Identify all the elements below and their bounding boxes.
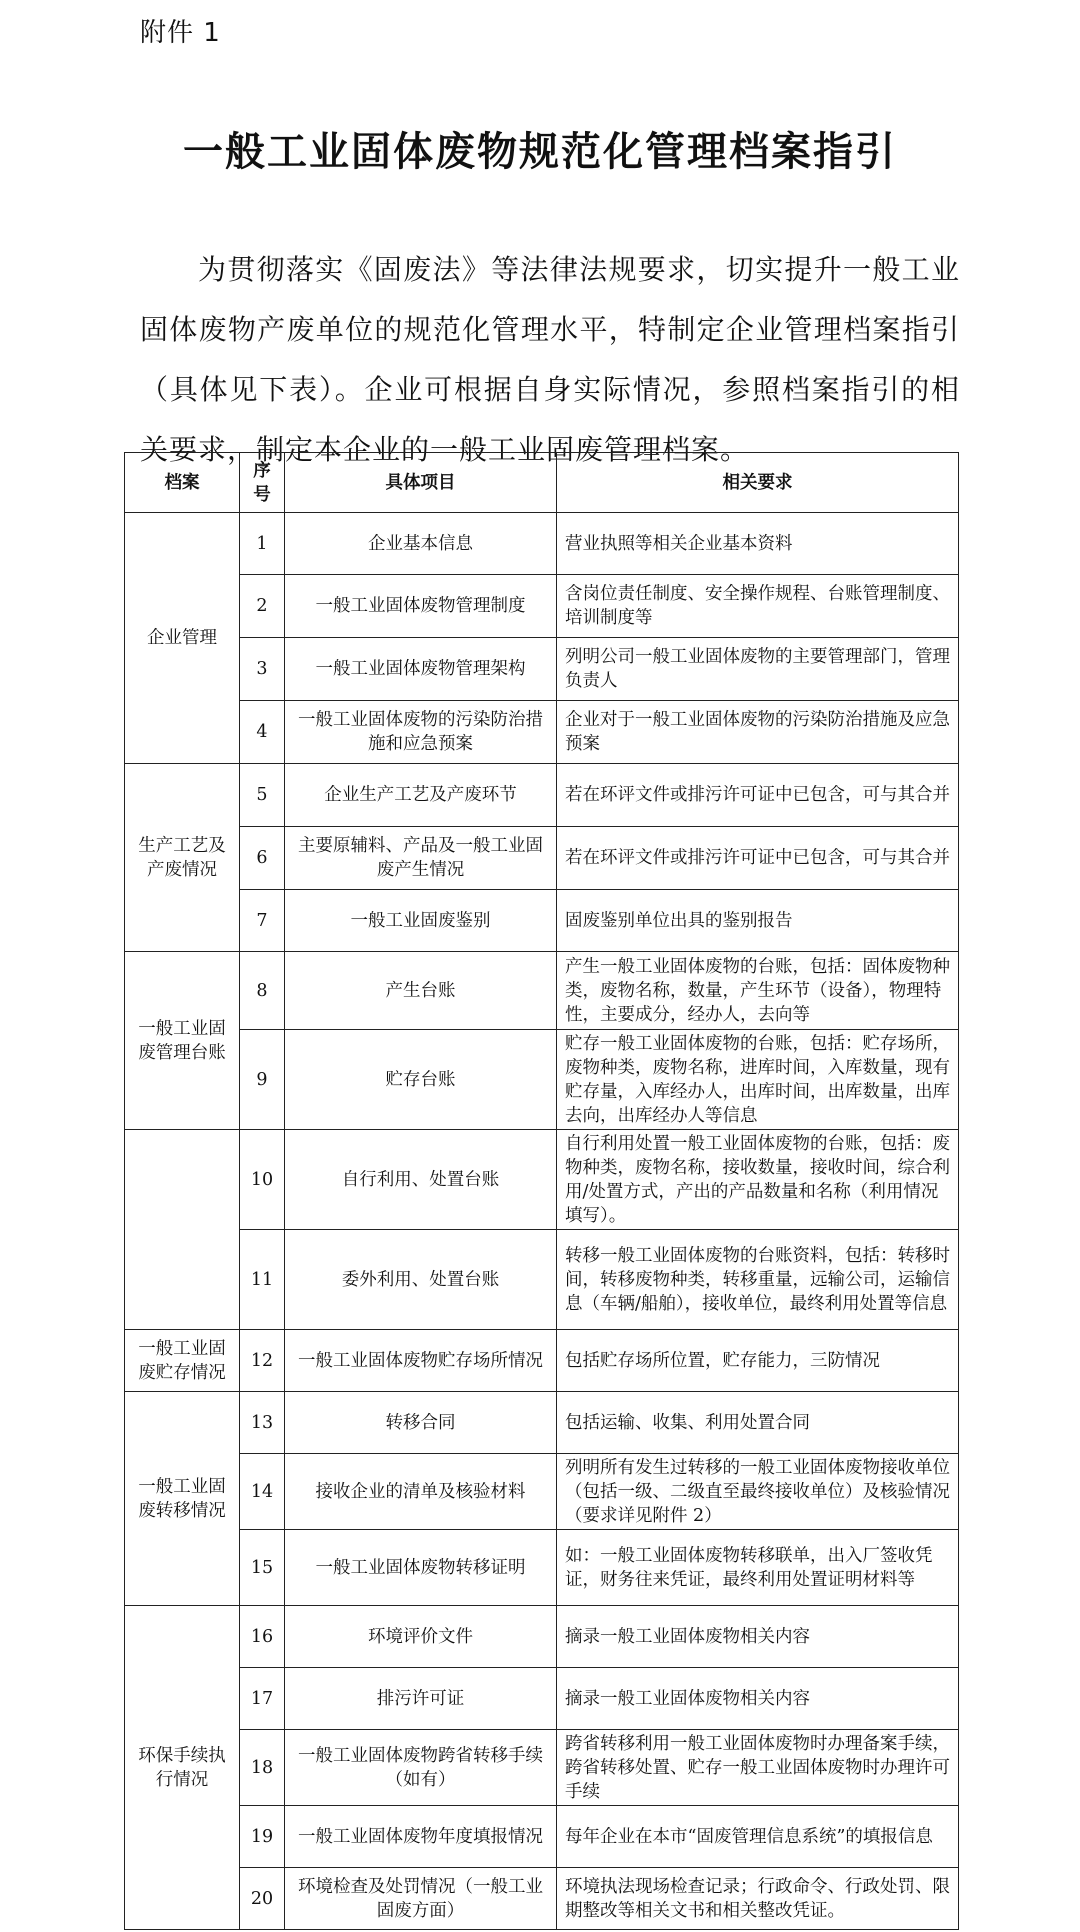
item-cell: 一般工业固体废物转移证明 <box>285 1530 557 1606</box>
item-cell: 转移合同 <box>285 1392 557 1454</box>
category-cell: 一般工业固废管理台账 <box>125 952 240 1130</box>
requirement-cell: 如：一般工业固体废物转移联单，出入厂签收凭证，财务往来凭证，最终利用处置证明材料等 <box>557 1530 959 1606</box>
seq-cell: 6 <box>240 827 285 890</box>
seq-cell: 2 <box>240 575 285 638</box>
header-category: 档案 <box>125 453 240 513</box>
requirement-cell: 列明所有发生过转移的一般工业固体废物接收单位（包括一级、二级直至最终接收单位）及核验情况（要求详见附件 2） <box>557 1454 959 1530</box>
table-row <box>125 1806 959 1868</box>
table-row <box>125 827 959 890</box>
requirement-cell: 企业对于一般工业固体废物的污染防治措施及应急预案 <box>557 701 959 764</box>
seq-cell: 11 <box>240 1230 285 1330</box>
requirement-cell: 摘录一般工业固体废物相关内容 <box>557 1668 959 1730</box>
category-cell: 一般工业固废贮存情况 <box>125 1330 240 1392</box>
table-row <box>125 1130 959 1230</box>
requirement-cell: 固废鉴别单位出具的鉴别报告 <box>557 890 959 952</box>
archive-guide-table <box>124 452 959 1930</box>
seq-cell: 17 <box>240 1668 285 1730</box>
seq-cell: 15 <box>240 1530 285 1606</box>
seq-cell: 20 <box>240 1868 285 1930</box>
requirement-cell: 贮存一般工业固体废物的台账，包括：贮存场所，废物种类，废物名称，进库时间，入库数量，现有贮存量，入库经办人，出库时间，出库数量，出库去向，出库经办人等信息 <box>557 1030 959 1130</box>
category-cell: 生产工艺及产废情况 <box>125 764 240 952</box>
requirement-cell: 包括运输、收集、利用处置合同 <box>557 1392 959 1454</box>
item-cell: 环境评价文件 <box>285 1606 557 1668</box>
requirement-cell: 营业执照等相关企业基本资料 <box>557 513 959 575</box>
table-row <box>125 1454 959 1530</box>
table-row <box>125 1230 959 1330</box>
item-cell: 贮存台账 <box>285 1030 557 1130</box>
table-row <box>125 1868 959 1930</box>
table-row <box>125 764 959 827</box>
table-row <box>125 513 959 575</box>
item-cell: 一般工业固废鉴别 <box>285 890 557 952</box>
document-title: 一般工业固体废物规范化管理档案指引 <box>183 129 897 175</box>
seq-cell: 14 <box>240 1454 285 1530</box>
header-item: 具体项目 <box>285 453 557 513</box>
requirement-cell: 环境执法现场检查记录；行政命令、行政处罚、限期整改等相关文书和相关整改凭证。 <box>557 1868 959 1930</box>
table-row <box>125 575 959 638</box>
header-requirement: 相关要求 <box>557 453 959 513</box>
table-row <box>125 1668 959 1730</box>
seq-cell: 12 <box>240 1330 285 1392</box>
seq-cell: 18 <box>240 1730 285 1806</box>
category-cell: 环保手续执行情况 <box>125 1606 240 1930</box>
item-cell: 一般工业固体废物管理架构 <box>285 638 557 701</box>
item-cell: 企业基本信息 <box>285 513 557 575</box>
header-seq: 序号 <box>240 453 285 513</box>
item-cell: 排污许可证 <box>285 1668 557 1730</box>
seq-cell: 8 <box>240 952 285 1030</box>
seq-cell: 3 <box>240 638 285 701</box>
item-cell: 一般工业固体废物年度填报情况 <box>285 1806 557 1868</box>
requirement-cell: 若在环评文件或排污许可证中已包含，可与其合并 <box>557 827 959 890</box>
seq-cell: 10 <box>240 1130 285 1230</box>
table-row <box>125 1330 959 1392</box>
table-row <box>125 952 959 1030</box>
table-row <box>125 890 959 952</box>
item-cell: 环境检查及处罚情况（一般工业固废方面） <box>285 1868 557 1930</box>
item-cell: 一般工业固体废物的污染防治措施和应急预案 <box>285 701 557 764</box>
requirement-cell: 列明公司一般工业固体废物的主要管理部门，管理负责人 <box>557 638 959 701</box>
item-cell: 主要原辅料、产品及一般工业固废产生情况 <box>285 827 557 890</box>
seq-cell: 5 <box>240 764 285 827</box>
requirement-cell: 若在环评文件或排污许可证中已包含，可与其合并 <box>557 764 959 827</box>
requirement-cell: 包括贮存场所位置，贮存能力，三防情况 <box>557 1330 959 1392</box>
item-cell: 产生台账 <box>285 952 557 1030</box>
item-cell: 一般工业固体废物跨省转移手续（如有） <box>285 1730 557 1806</box>
seq-cell: 16 <box>240 1606 285 1668</box>
table-row <box>125 1030 959 1130</box>
table-row <box>125 1392 959 1454</box>
item-cell: 企业生产工艺及产废环节 <box>285 764 557 827</box>
table-row <box>125 1530 959 1606</box>
table-row <box>125 701 959 764</box>
item-cell: 接收企业的清单及核验材料 <box>285 1454 557 1530</box>
seq-cell: 9 <box>240 1030 285 1130</box>
requirement-cell: 转移一般工业固体废物的台账资料，包括：转移时间，转移废物种类，转移重量，远输公司，运输信息（车辆/船舶），接收单位，最终利用处置等信息 <box>557 1230 959 1330</box>
requirement-cell: 含岗位责任制度、安全操作规程、台账管理制度、培训制度等 <box>557 575 959 638</box>
requirement-cell: 跨省转移利用一般工业固体废物时办理备案手续，跨省转移处置、贮存一般工业固体废物时办理许可手续 <box>557 1730 959 1806</box>
seq-cell: 7 <box>240 890 285 952</box>
category-cell-empty <box>125 1130 240 1330</box>
table-row <box>125 638 959 701</box>
category-cell: 企业管理 <box>125 513 240 764</box>
item-cell: 一般工业固体废物贮存场所情况 <box>285 1330 557 1392</box>
requirement-cell: 自行利用处置一般工业固体废物的台账，包括：废物种类，废物名称，接收数量，接收时间，综合利用/处置方式，产出的产品数量和名称（利用情况填写）。 <box>557 1130 959 1230</box>
seq-cell: 4 <box>240 701 285 764</box>
intro-paragraph: 为贯彻落实《固废法》等法律法规要求，切实提升一般工业固体废物产废单位的规范化管理水平，特制定企业管理档案指引（具体见下表）。企业可根据自身实际情况，参照档案指引的相关要求，制定本企业的一般工业固废管理档案。 <box>140 253 960 466</box>
requirement-cell: 摘录一般工业固体废物相关内容 <box>557 1606 959 1668</box>
requirement-cell: 产生一般工业固体废物的台账，包括：固体废物种类，废物名称，数量，产生环节（设备），物理特性，主要成分，经办人，去向等 <box>557 952 959 1030</box>
attachment-label: 附件 1 <box>140 18 221 48</box>
seq-cell: 13 <box>240 1392 285 1454</box>
table-row <box>125 1730 959 1806</box>
table-header-row <box>125 453 959 513</box>
seq-cell: 1 <box>240 513 285 575</box>
item-cell: 委外利用、处置台账 <box>285 1230 557 1330</box>
item-cell: 一般工业固体废物管理制度 <box>285 575 557 638</box>
category-cell: 一般工业固废转移情况 <box>125 1392 240 1606</box>
item-cell: 自行利用、处置台账 <box>285 1130 557 1230</box>
table-row <box>125 1606 959 1668</box>
seq-cell: 19 <box>240 1806 285 1868</box>
requirement-cell: 每年企业在本市“固废管理信息系统”的填报信息 <box>557 1806 959 1868</box>
